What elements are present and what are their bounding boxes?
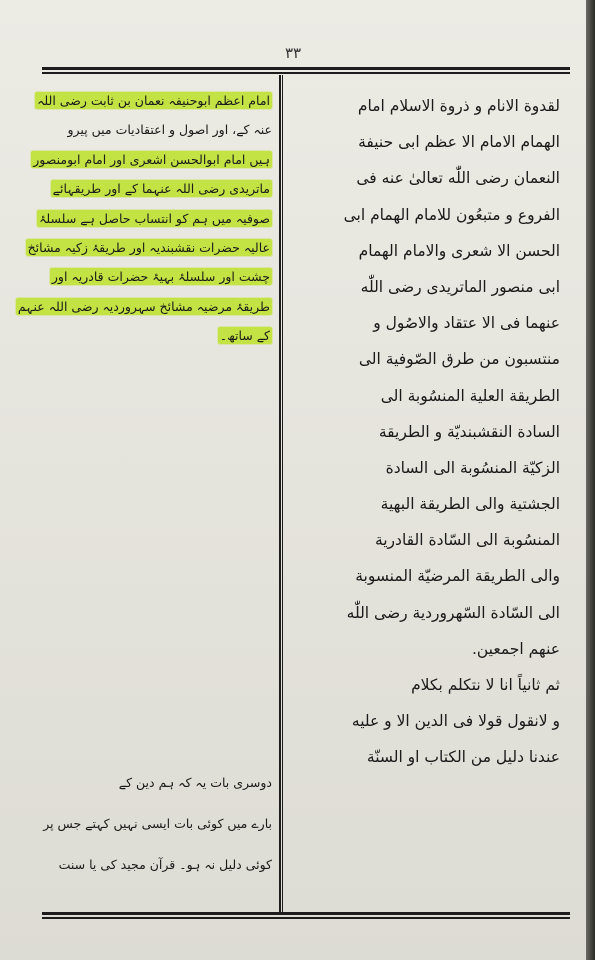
urdu-second-paragraph	[44, 762, 272, 885]
urdu-line: کوئی دلیل نہ ہو۔ قرآن مجید کی یا سنت	[58, 857, 272, 872]
arabic-line: عنهما فى الا عتقاد والاصُول و	[373, 314, 560, 333]
bottom-rule	[42, 912, 570, 919]
arabic-line: الزكيّة المنسُوبة الى السادة	[385, 458, 560, 477]
highlighted-urdu-line: عالیہ حضرات نقشبندیہ اور طریقۂ زکیہ مشائخ	[27, 239, 270, 255]
arabic-line: الطريقة العلية المنسُوبة الى	[380, 386, 560, 405]
highlighted-urdu-line: ہیں امام ابوالحسن اشعری اور امام ابومنصور	[33, 151, 270, 167]
arabic-line: الجشتية والى الطريقة البهية	[380, 495, 560, 514]
highlighted-urdu-line: طریقۂ مرضیہ مشائخ سہروردیہ رضی اللہ عنہم	[17, 298, 270, 314]
urdu-line: عنہ کے، اور اصول و اعتقادیات میں پیرو	[67, 122, 272, 138]
page-number: ٣٣	[284, 44, 302, 62]
arabic-line: عنهم اجمعين.	[471, 639, 560, 658]
arabic-line: عندنا دليل من الكتاب او السنّة	[366, 748, 560, 767]
urdu-translation-column	[17, 86, 272, 351]
highlighted-urdu-line: چشت اور سلسلۂ بہیۂ حضرات قادریہ اور	[51, 269, 270, 285]
highlighted-urdu-line: امام اعظم ابوحنیفہ نعمان بن ثابت رضی اللہ	[37, 93, 270, 108]
urdu-line: دوسری بات یہ کہ ہم دین کے	[118, 775, 272, 790]
column-divider	[279, 75, 283, 912]
urdu-line: بارے میں کوئی بات ایسی نہیں کہتے جس پر	[43, 816, 272, 831]
arabic-line: المنسُوبة الى السّادة القادرية	[374, 531, 560, 550]
arabic-line: لقدوة الانام و ذروة الاسلام امام	[357, 97, 560, 115]
arabic-line: ثم ثانياً انا لا نتكلم بكلام	[411, 676, 560, 694]
arabic-line: السادة النقشبنديّة و الطريقة	[378, 422, 560, 441]
arabic-line: الحسن الا شعرى والامام الهمام	[358, 241, 560, 260]
arabic-line: ابى منصور الماتريدى رضى اللّٰه	[360, 277, 560, 296]
arabic-line: منتسبون من طرق الصّوفية الى	[358, 350, 560, 369]
book-page-edge	[586, 0, 595, 960]
highlighted-urdu-line: ماتریدی رضی اللہ عنہما کے اور طریقہائے	[52, 181, 270, 197]
arabic-line: النعمان رضى اللّٰه تعالىٰ عنه فى	[356, 169, 560, 188]
arabic-line: الهمام الامام الا عظم ابى حنيفة	[358, 133, 560, 152]
arabic-line: الى السّادة السّهروردية رضى اللّٰه	[346, 603, 560, 622]
top-rule	[42, 67, 570, 74]
arabic-line: الفروع و متبعُون للامام الهمام ابى	[343, 205, 560, 224]
highlighted-urdu-line: کے ساتھ۔	[219, 328, 270, 344]
highlighted-urdu-line: صوفیہ میں ہم کو انتساب حاصل ہے سلسلۂ	[39, 210, 270, 226]
arabic-text-column	[295, 88, 560, 776]
arabic-line: و لانقول قولا فى الدين الا و عليه	[351, 712, 560, 731]
arabic-line: والى الطريقة المرضيّة المنسوبة	[355, 567, 560, 586]
